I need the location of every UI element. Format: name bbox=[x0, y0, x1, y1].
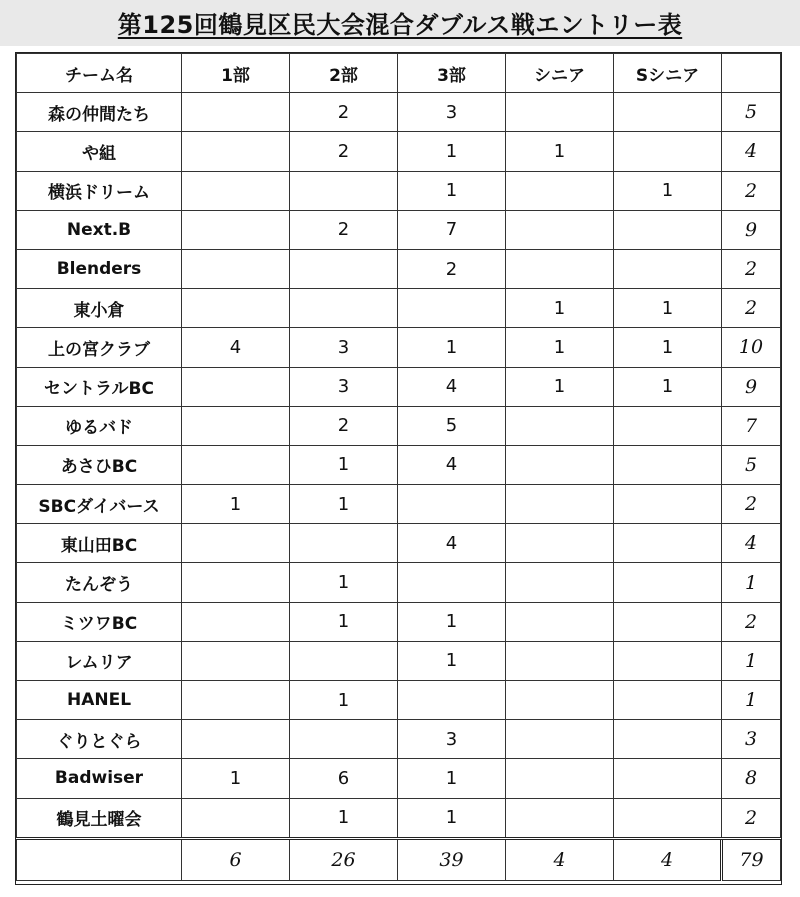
team-name-cell: ミツワBC bbox=[17, 602, 182, 641]
header-division-1: 1部 bbox=[182, 54, 290, 93]
table-row bbox=[17, 93, 781, 132]
division-1-cell: 1 bbox=[182, 759, 290, 798]
row-total-cell: 1 bbox=[722, 563, 781, 602]
division-3-cell bbox=[398, 485, 506, 524]
table-row bbox=[17, 445, 781, 484]
division-3-cell: 1 bbox=[398, 328, 506, 367]
division-2-cell: 6 bbox=[290, 759, 398, 798]
senior-cell bbox=[506, 93, 614, 132]
super-senior-cell bbox=[614, 720, 722, 759]
table-row bbox=[17, 132, 781, 171]
division-1-cell bbox=[182, 681, 290, 720]
total-division-2: 26 bbox=[290, 838, 398, 880]
page-title: 第125回鶴見区民大会混合ダブルス戦エントリー表 bbox=[117, 11, 683, 39]
senior-cell: 1 bbox=[506, 367, 614, 406]
division-2-cell: 1 bbox=[290, 602, 398, 641]
senior-cell bbox=[506, 681, 614, 720]
row-total-cell: 2 bbox=[722, 602, 781, 641]
table-row bbox=[17, 171, 781, 210]
division-1-cell bbox=[182, 445, 290, 484]
table-row bbox=[17, 798, 781, 838]
division-2-cell bbox=[290, 641, 398, 680]
table-body bbox=[17, 93, 781, 839]
super-senior-cell bbox=[614, 759, 722, 798]
table-row bbox=[17, 720, 781, 759]
header-senior: シニア bbox=[506, 54, 614, 93]
row-total-cell: 10 bbox=[722, 328, 781, 367]
division-1-cell bbox=[182, 798, 290, 838]
row-total-cell: 3 bbox=[722, 720, 781, 759]
team-name-cell: Blenders bbox=[17, 249, 182, 288]
division-2-cell bbox=[290, 720, 398, 759]
senior-cell bbox=[506, 720, 614, 759]
table-row bbox=[17, 210, 781, 249]
senior-cell: 1 bbox=[506, 132, 614, 171]
table-row bbox=[17, 485, 781, 524]
team-name-cell: 横浜ドリーム bbox=[17, 171, 182, 210]
division-1-cell: 1 bbox=[182, 485, 290, 524]
division-3-cell: 1 bbox=[398, 602, 506, 641]
table-row bbox=[17, 641, 781, 680]
row-total-cell: 2 bbox=[722, 485, 781, 524]
super-senior-cell bbox=[614, 93, 722, 132]
total-division-3: 39 bbox=[398, 838, 506, 880]
header-super-senior: Sシニア bbox=[614, 54, 722, 93]
grand-total: 79 bbox=[722, 838, 781, 880]
row-total-cell: 2 bbox=[722, 249, 781, 288]
division-1-cell bbox=[182, 249, 290, 288]
division-3-cell: 1 bbox=[398, 171, 506, 210]
team-name-cell: 鶴見土曜会 bbox=[17, 798, 182, 838]
division-2-cell: 3 bbox=[290, 328, 398, 367]
team-name-cell: Badwiser bbox=[17, 759, 182, 798]
division-2-cell: 3 bbox=[290, 367, 398, 406]
senior-cell bbox=[506, 406, 614, 445]
super-senior-cell bbox=[614, 485, 722, 524]
division-3-cell: 4 bbox=[398, 445, 506, 484]
row-total-cell: 9 bbox=[722, 210, 781, 249]
senior-cell bbox=[506, 798, 614, 838]
division-3-cell: 3 bbox=[398, 93, 506, 132]
senior-cell bbox=[506, 759, 614, 798]
team-name-cell: SBCダイバース bbox=[17, 485, 182, 524]
senior-cell bbox=[506, 602, 614, 641]
header-team: チーム名 bbox=[17, 54, 182, 93]
team-name-cell: あさひBC bbox=[17, 445, 182, 484]
division-1-cell bbox=[182, 367, 290, 406]
team-name-cell: HANEL bbox=[17, 681, 182, 720]
row-total-cell: 1 bbox=[722, 681, 781, 720]
division-2-cell: 2 bbox=[290, 210, 398, 249]
division-1-cell bbox=[182, 210, 290, 249]
division-3-cell: 4 bbox=[398, 524, 506, 563]
senior-cell: 1 bbox=[506, 328, 614, 367]
division-2-cell: 2 bbox=[290, 132, 398, 171]
division-3-cell bbox=[398, 563, 506, 602]
super-senior-cell: 1 bbox=[614, 367, 722, 406]
division-1-cell: 4 bbox=[182, 328, 290, 367]
super-senior-cell bbox=[614, 524, 722, 563]
team-name-cell: レムリア bbox=[17, 641, 182, 680]
division-1-cell bbox=[182, 720, 290, 759]
table-row bbox=[17, 524, 781, 563]
division-1-cell bbox=[182, 171, 290, 210]
team-name-cell: セントラルBC bbox=[17, 367, 182, 406]
division-2-cell bbox=[290, 524, 398, 563]
totals-row bbox=[17, 838, 781, 880]
division-3-cell bbox=[398, 289, 506, 328]
super-senior-cell bbox=[614, 249, 722, 288]
header-row bbox=[17, 54, 781, 93]
division-1-cell bbox=[182, 93, 290, 132]
senior-cell bbox=[506, 249, 614, 288]
table-row bbox=[17, 328, 781, 367]
division-3-cell bbox=[398, 681, 506, 720]
row-total-cell: 2 bbox=[722, 171, 781, 210]
team-name-cell: ぐりとぐら bbox=[17, 720, 182, 759]
team-name-cell: ゆるバド bbox=[17, 406, 182, 445]
division-2-cell: 2 bbox=[290, 406, 398, 445]
table-row bbox=[17, 406, 781, 445]
team-name-cell: や組 bbox=[17, 132, 182, 171]
division-3-cell: 1 bbox=[398, 759, 506, 798]
row-total-cell: 2 bbox=[722, 798, 781, 838]
header-division-3: 3部 bbox=[398, 54, 506, 93]
senior-cell bbox=[506, 524, 614, 563]
division-3-cell: 2 bbox=[398, 249, 506, 288]
super-senior-cell: 1 bbox=[614, 328, 722, 367]
division-3-cell: 7 bbox=[398, 210, 506, 249]
super-senior-cell bbox=[614, 681, 722, 720]
division-3-cell: 1 bbox=[398, 132, 506, 171]
senior-cell bbox=[506, 171, 614, 210]
division-3-cell: 3 bbox=[398, 720, 506, 759]
row-total-cell: 4 bbox=[722, 132, 781, 171]
total-senior: 4 bbox=[506, 838, 614, 880]
senior-cell bbox=[506, 210, 614, 249]
entry-table-frame bbox=[15, 52, 782, 885]
row-total-cell: 2 bbox=[722, 289, 781, 328]
team-name-cell: 東小倉 bbox=[17, 289, 182, 328]
team-name-cell: 森の仲間たち bbox=[17, 93, 182, 132]
super-senior-cell bbox=[614, 406, 722, 445]
division-2-cell: 1 bbox=[290, 681, 398, 720]
senior-cell: 1 bbox=[506, 289, 614, 328]
super-senior-cell: 1 bbox=[614, 171, 722, 210]
division-2-cell bbox=[290, 289, 398, 328]
super-senior-cell bbox=[614, 132, 722, 171]
table-row bbox=[17, 249, 781, 288]
division-1-cell bbox=[182, 602, 290, 641]
table-row bbox=[17, 759, 781, 798]
entry-table bbox=[16, 53, 781, 881]
table-row bbox=[17, 681, 781, 720]
header-total bbox=[722, 54, 781, 93]
team-name-cell: Next.B bbox=[17, 210, 182, 249]
division-1-cell bbox=[182, 132, 290, 171]
table-row bbox=[17, 563, 781, 602]
super-senior-cell: 1 bbox=[614, 289, 722, 328]
senior-cell bbox=[506, 445, 614, 484]
super-senior-cell bbox=[614, 798, 722, 838]
totals-label bbox=[17, 838, 182, 880]
total-division-1: 6 bbox=[182, 838, 290, 880]
table-row bbox=[17, 602, 781, 641]
row-total-cell: 1 bbox=[722, 641, 781, 680]
row-total-cell: 5 bbox=[722, 93, 781, 132]
division-2-cell: 2 bbox=[290, 93, 398, 132]
super-senior-cell bbox=[614, 602, 722, 641]
super-senior-cell bbox=[614, 210, 722, 249]
senior-cell bbox=[506, 641, 614, 680]
division-2-cell: 1 bbox=[290, 563, 398, 602]
division-3-cell: 1 bbox=[398, 798, 506, 838]
division-2-cell: 1 bbox=[290, 445, 398, 484]
division-1-cell bbox=[182, 406, 290, 445]
division-3-cell: 5 bbox=[398, 406, 506, 445]
division-3-cell: 4 bbox=[398, 367, 506, 406]
team-name-cell: 東山田BC bbox=[17, 524, 182, 563]
division-3-cell: 1 bbox=[398, 641, 506, 680]
row-total-cell: 7 bbox=[722, 406, 781, 445]
total-super-senior: 4 bbox=[614, 838, 722, 880]
super-senior-cell bbox=[614, 641, 722, 680]
super-senior-cell bbox=[614, 563, 722, 602]
row-total-cell: 8 bbox=[722, 759, 781, 798]
division-1-cell bbox=[182, 289, 290, 328]
row-total-cell: 9 bbox=[722, 367, 781, 406]
row-total-cell: 4 bbox=[722, 524, 781, 563]
division-2-cell bbox=[290, 249, 398, 288]
table-row bbox=[17, 367, 781, 406]
division-1-cell bbox=[182, 563, 290, 602]
row-total-cell: 5 bbox=[722, 445, 781, 484]
header-division-2: 2部 bbox=[290, 54, 398, 93]
senior-cell bbox=[506, 485, 614, 524]
senior-cell bbox=[506, 563, 614, 602]
team-name-cell: たんぞう bbox=[17, 563, 182, 602]
division-1-cell bbox=[182, 524, 290, 563]
division-2-cell: 1 bbox=[290, 485, 398, 524]
division-1-cell bbox=[182, 641, 290, 680]
super-senior-cell bbox=[614, 445, 722, 484]
division-2-cell: 1 bbox=[290, 798, 398, 838]
division-2-cell bbox=[290, 171, 398, 210]
table-row bbox=[17, 289, 781, 328]
team-name-cell: 上の宮クラブ bbox=[17, 328, 182, 367]
